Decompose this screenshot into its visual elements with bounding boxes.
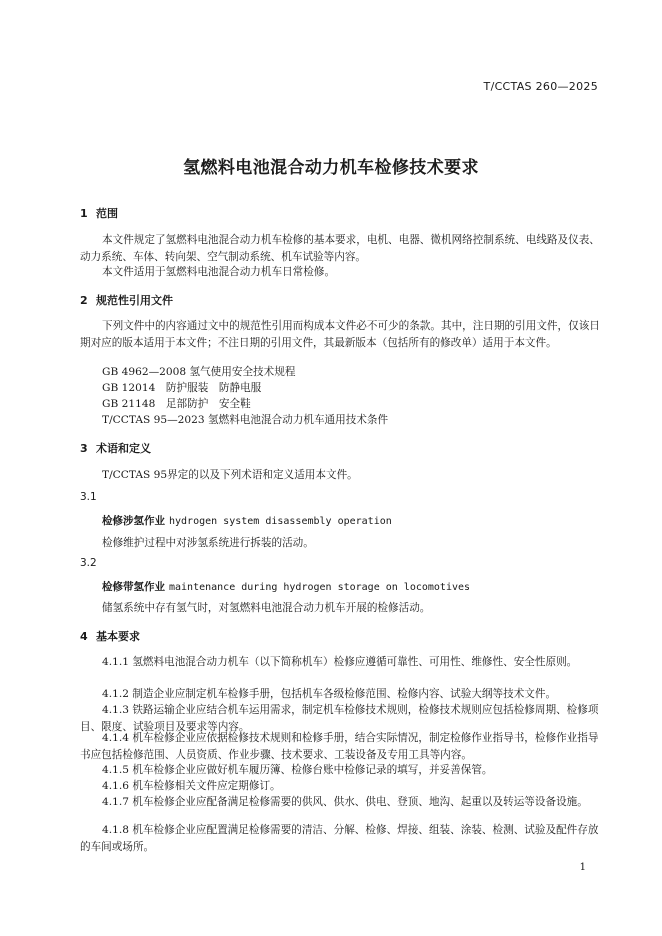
term-3-2-definition: 储氢系统中存有氢气时，对氢燃料电池混合动力机车开展的检修活动。 (102, 602, 431, 614)
reference-4: T/CCTAS 95—2023 氢燃料电池混合动力机车通用技术条件 (102, 414, 389, 426)
section-1-heading: 1 范围 (80, 207, 118, 220)
clause-4-1-8: 4.1.8 机车检修企业应配置满足检修需要的清洁、分解、检修、焊接、组装、涂装、检测、试验及配件存放的车间或场所。 (80, 824, 599, 853)
section-1-paragraph-1: 本文件规定了氢燃料电池混合动力机车检修的基本要求，电机、电器、微机网络控制系统、电线路及仪表、动力系统、车体、转向架、空气制动系统、机车试验等内容。 (80, 234, 600, 263)
section-4-heading: 4 基本要求 (80, 630, 140, 643)
section-3-heading: 3 术语和定义 (80, 442, 151, 455)
section-2-paragraph: 下列文件中的内容通过文中的规范性引用而构成本文件必不可少的条款。其中，注日期的引用文件，仅该日期对应的版本适用于本文件；不注日期的引用文件，其最新版本（包括所有的修改单）适用于本文件。 (80, 320, 600, 349)
clause-4-1-1: 4.1.1 氢燃料电池混合动力机车（以下简称机车）检修应遵循可靠性、可用性、维修性、安全性原则。 (102, 656, 578, 668)
clause-4-1-5: 4.1.5 机车检修企业应做好机车履历簿、检修台账中检修记录的填写，并妥善保管。 (102, 764, 493, 776)
reference-2: GB 12014 防护服装 防静电服 (102, 382, 262, 394)
section-2-heading: 2 规范性引用文件 (80, 294, 173, 307)
reference-3: GB 21148 足部防护 安全鞋 (102, 398, 251, 410)
term-3-1: 检修涉氢作业 hydrogen system disassembly operation (102, 515, 392, 527)
clause-4-1-4: 4.1.4 机车检修企业应依据检修技术规则和检修手册，结合实际情况，制定检修作业指导书，检修作业指导书应包括检修范围、人员资质、作业步骤、技术要求、工装设备及专用工具等内容。 (80, 732, 599, 761)
clause-4-1-6: 4.1.6 机车检修相关文件应定期修订。 (102, 780, 281, 792)
clause-4-1-7: 4.1.7 机车检修企业应配备满足检修需要的供风、供水、供电、登顶、地沟、起重以及转运等设备设施。 (102, 796, 588, 808)
section-1-paragraph-2: 本文件适用于氢燃料电池混合动力机车日常检修。 (102, 266, 336, 278)
section-3-paragraph: T/CCTAS 95界定的以及下列术语和定义适用本文件。 (102, 469, 358, 481)
clause-4-1-3: 4.1.3 铁路运输企业应结合机车运用需求，制定机车检修技术规则，检修技术规则应包括检修周期、检修项目、限度、试验项目及要求等内容。 (80, 704, 599, 733)
term-3-1-definition: 检修维护过程中对涉氢系统进行拆装的活动。 (102, 537, 314, 549)
term-3-2-number: 3.2 (80, 557, 97, 569)
page-number: 1 (579, 862, 586, 873)
clause-4-1-2: 4.1.2 制造企业应制定机车检修手册，包括机车各级检修范围、检修内容、试验大纲等技术文件。 (102, 688, 557, 700)
reference-1: GB 4962—2008 氢气使用安全技术规程 (102, 366, 296, 378)
standard-code: T/CCTAS 260—2025 (483, 80, 598, 93)
document-title: 氢燃料电池混合动力机车检修技术要求 (183, 158, 479, 178)
term-3-1-number: 3.1 (80, 491, 97, 503)
term-3-2: 检修带氢作业 maintenance during hydrogen storage on locomotives (102, 581, 471, 593)
